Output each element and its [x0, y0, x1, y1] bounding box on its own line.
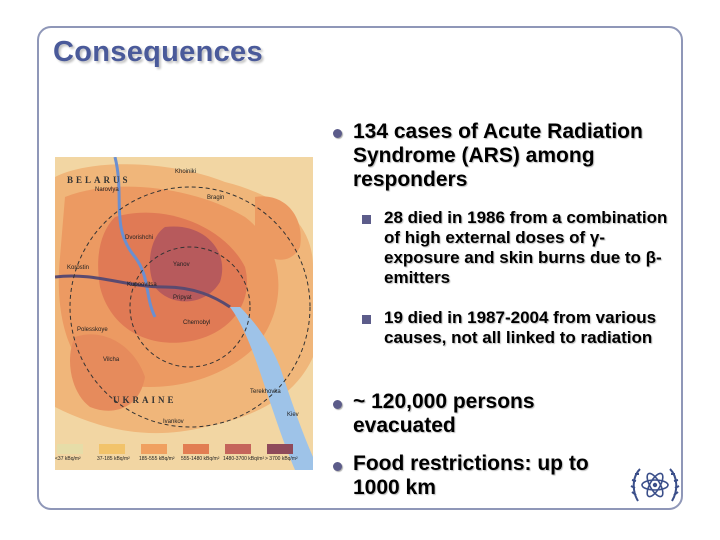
map-place-kiev: Kiev [287, 412, 299, 418]
bullet-marker [333, 400, 342, 409]
map-place-pripyat: Pripyat [173, 295, 192, 301]
map-place-vilcha: Vilcha [103, 357, 120, 363]
map-place-polesskoye: Polesskoye [77, 327, 108, 333]
map-place-khoiniki: Khoiniki [175, 169, 197, 175]
map-place-ivankov: Ivankov [163, 419, 184, 425]
contamination-map [55, 157, 313, 470]
map-place-narovlya: Narovlya [95, 187, 119, 193]
map-place-kupoovitsa: Kupoovitsa [127, 282, 157, 288]
map-place-dvorishchi: Dvorishchi [125, 235, 154, 241]
map-legend-0: <37 kBq/m² [55, 456, 81, 462]
map-place-terekhovka: Terekhovka [250, 389, 281, 395]
sub-bullet-1986-deaths: 28 died in 1986 from a combination of high external doses of γ-exposure and skin burns due to β-emitters [384, 208, 668, 287]
iaea-logo-icon [630, 461, 680, 507]
contamination-map-graphic [55, 157, 313, 470]
map-legend-5: > 3700 kBq/m² [265, 456, 298, 462]
bullet-marker [333, 462, 342, 471]
bullet-ars-cases: 134 cases of Acute Radiation Syndrome (ARS) among responders [353, 120, 643, 191]
map-label-belarus: BELARUS [67, 175, 131, 185]
map-label-ukraine: UKRAINE [113, 395, 177, 405]
sub-bullet-marker [362, 315, 371, 324]
sub-bullet-marker [362, 215, 371, 224]
bullet-food-restrictions: Food restrictions: up to 1000 km [353, 452, 589, 499]
map-legend-3: 555-1480 kBq/m² [181, 456, 220, 462]
map-legend-4: 1480-3700 kBq/m² [223, 456, 265, 462]
map-legend-1: 37-185 kBq/m² [97, 456, 130, 462]
map-place-chernobyl: Chernobyl [183, 320, 211, 326]
slide-title: Consequences [53, 36, 263, 68]
map-place-bragin: Bragin [207, 195, 225, 201]
map-place-yanov: Yanov [173, 262, 190, 268]
bullet-marker [333, 129, 342, 138]
map-legend-2: 185-555 kBq/m² [139, 456, 175, 462]
sub-bullet-later-deaths: 19 died in 1987-2004 from various causes, not all linked to radiation [384, 308, 657, 347]
map-place-korostin: Korostin [67, 265, 90, 271]
bullet-evacuated: ~ 120,000 persons evacuated [353, 390, 535, 437]
